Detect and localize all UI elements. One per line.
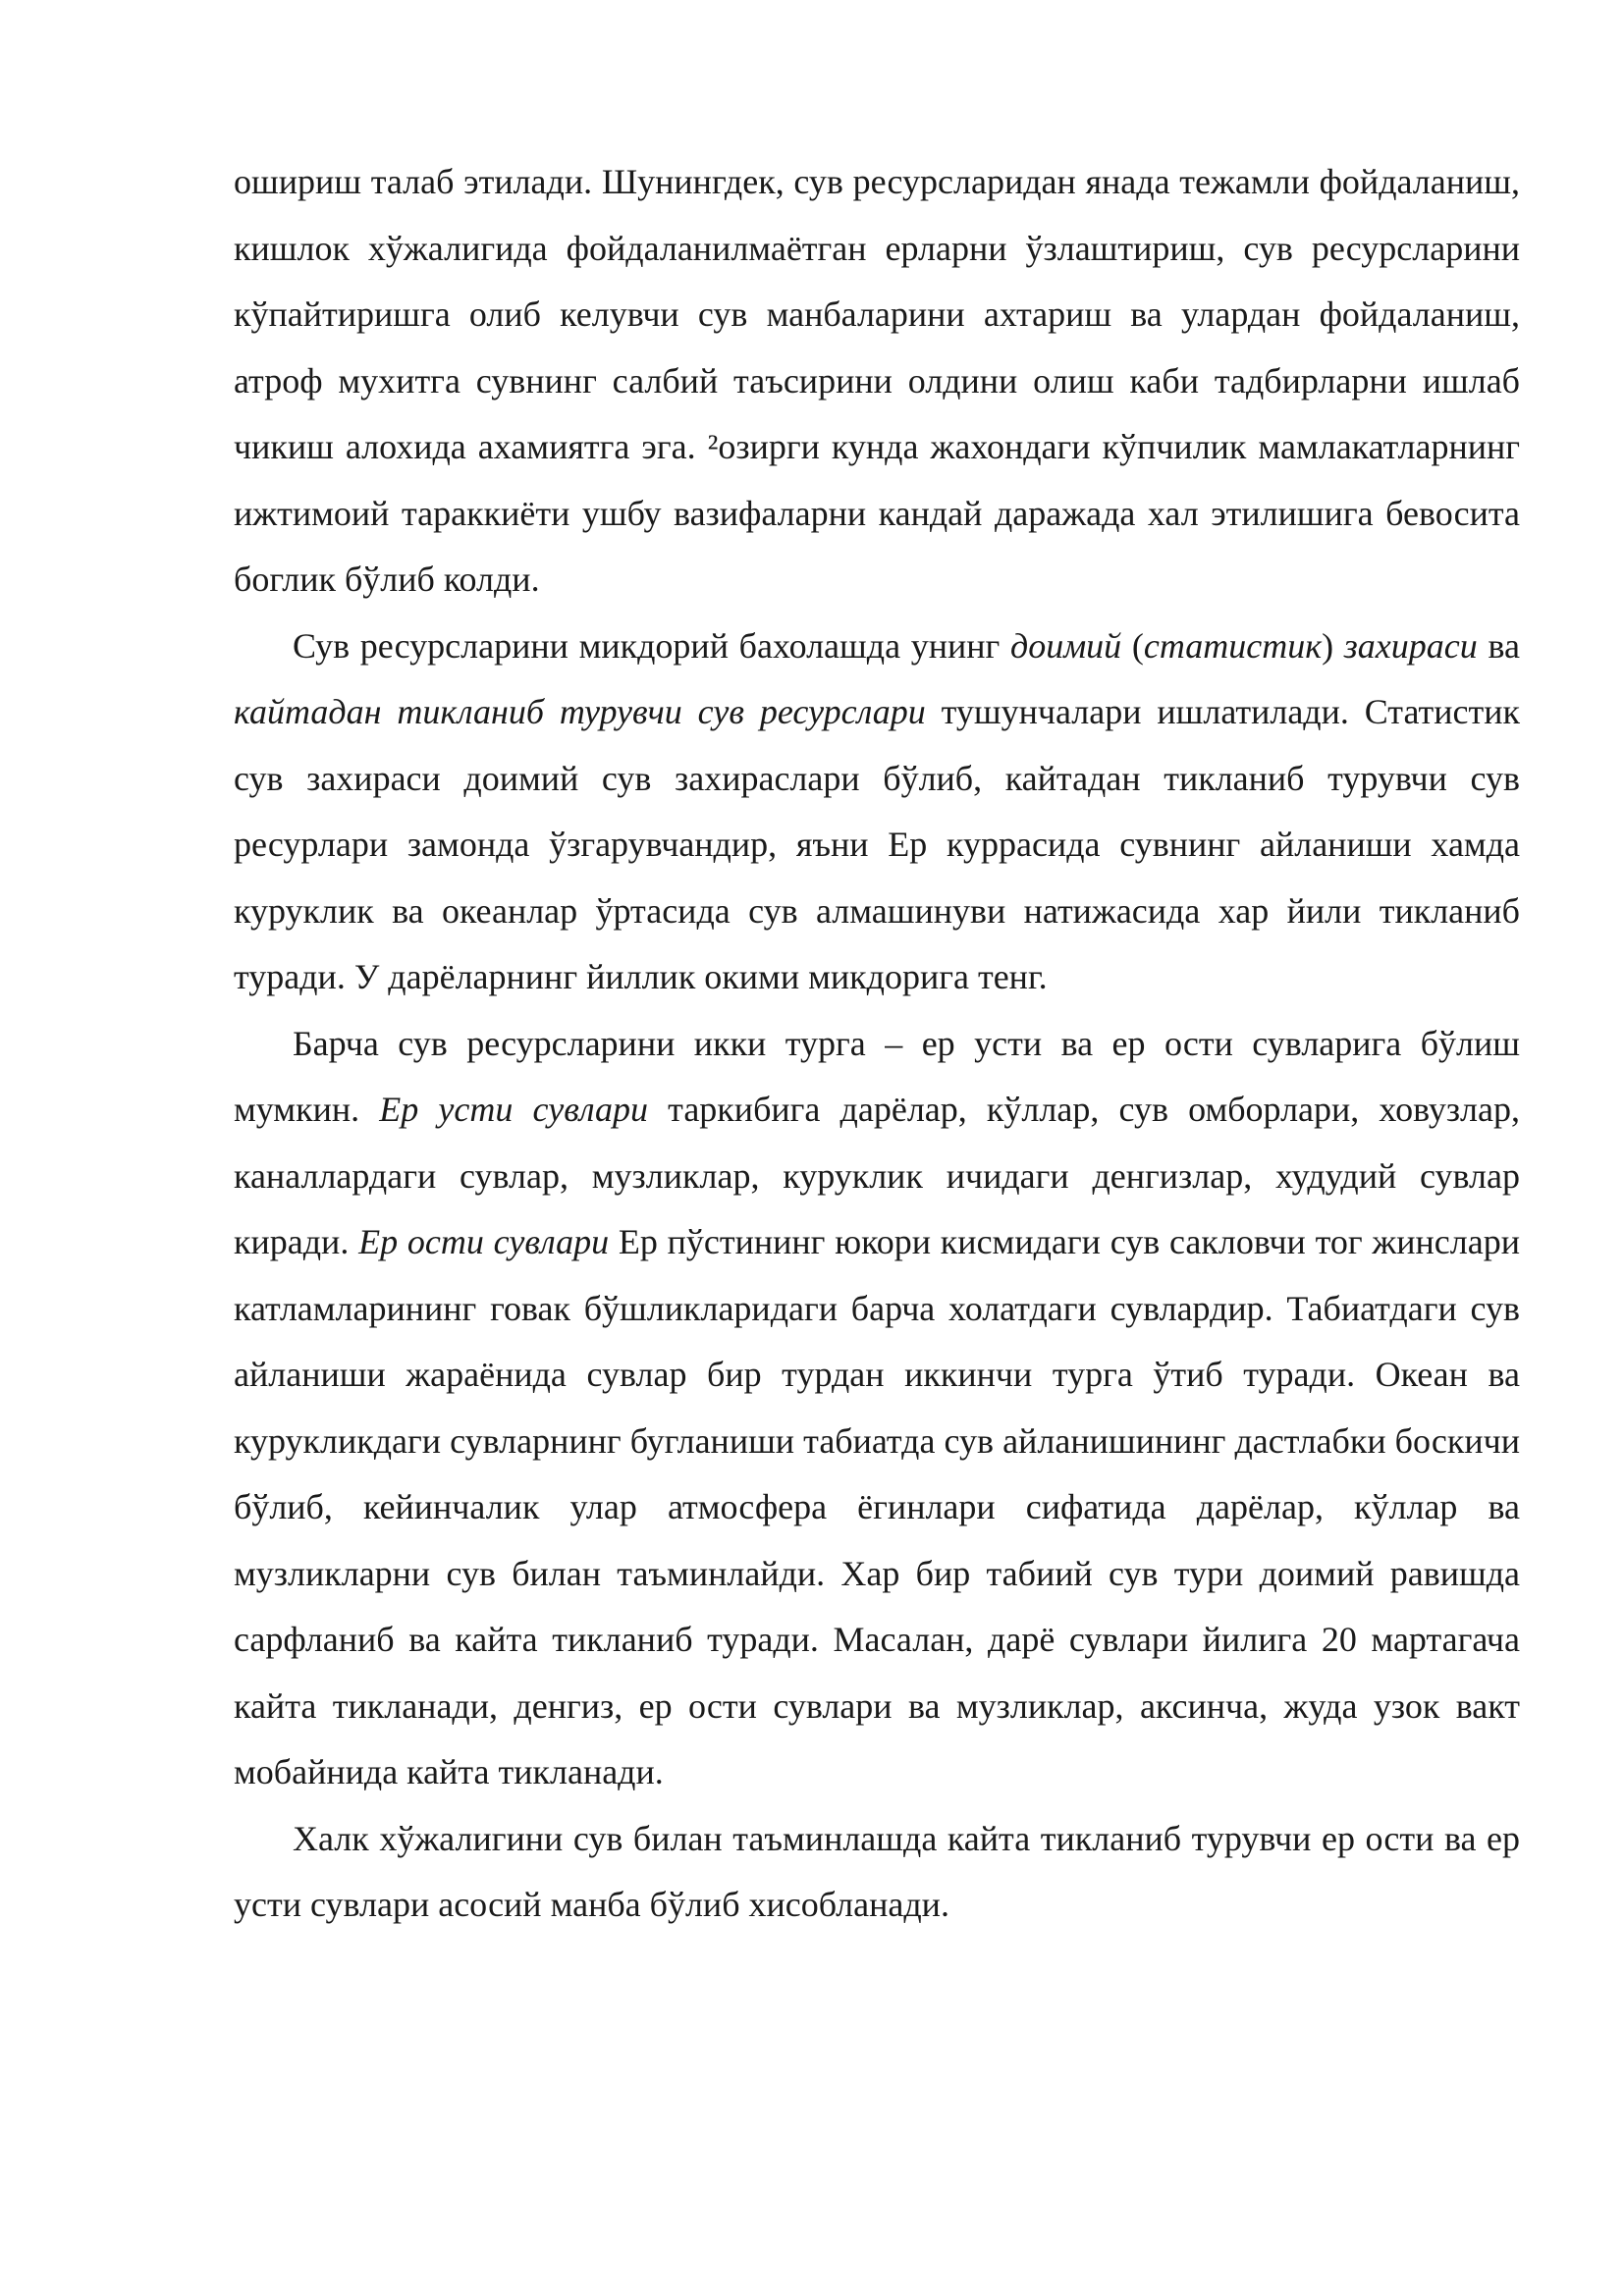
paragraph-3-term-surface-water: Ер усти сувлари: [379, 1090, 648, 1129]
paragraph-2-segment: ва: [1477, 625, 1520, 666]
paragraph-3-term-ground-water: Ер ости сувлари: [358, 1222, 610, 1261]
paragraph-2-term-statistik: статистик: [1143, 625, 1323, 666]
paragraph-2-term-renewable: кайтадан тикланиб турувчи сув ресурслари: [234, 692, 926, 731]
paragraph-1-text: ошириш талаб этилади. Шунингдек, сув ресурсларидан янада тежамли фойдаланиш, кишлок хўжалигида фойдаланилмаётган ерларни ўзлаштириш, сув ресурсларини кўпайтиришга олиб келувчи сув манбаларини ахтариш ва улардан фойдаланиш, атроф мухитга сувнинг салбий таъсирини олдини олиш каби тадбирларни ишлаб чикиш алохида ахамиятга эга. ²озирги кунда жахондаги кўпчилик мамлакатларнинг ижтимоий тараккиёти ушбу вазифаларни кандай даражада хал этилишига бевосита боглик бўлиб колди.: [234, 162, 1520, 599]
paragraph-1: [234, 149, 1520, 614]
paragraph-2-segment: (: [1121, 625, 1144, 666]
document-body: [234, 149, 1520, 1939]
paragraph-2: [234, 614, 1520, 1011]
paragraph-2-term-doimiy: доимий: [1009, 625, 1122, 666]
paragraph-3-segment: Барча сув ресурсларини икки турга – ер усти ва ер ости сувларига бўлиш мумкин.: [234, 1023, 1520, 1129]
paragraph-4-text: Халк хўжалигини сув билан таъминлашда кайта тикланиб турувчи ер ости ва ер усти сувлари асосий манба бўлиб хисобланади.: [234, 1818, 1520, 1924]
paragraph-2-segment: Сув ресурсларини микдорий бахолашда унинг: [293, 625, 1010, 666]
paragraph-4: [234, 1806, 1520, 1939]
paragraph-2-term-zakhirasi: захираси: [1343, 625, 1478, 666]
paragraph-3-segment: Ер пўстининг юкори кисмидаги сув сакловчи тог жинслари катламларининг говак бўшликларидаги барча холатдаги сувлардир. Табиатдаги сув айланиши жараёнида сувлар бир турдан иккинчи турга ўтиб туради. Океан ва курукликдаги сувларнинг бугланиши табиатда сув айланишининг дастлабки боскичи бўлиб, кейинчалик улар атмосфера ёгинлари сифатида дарёлар, кўллар ва музликларни сув билан таъминлайди. Хар бир табиий сув тури доимий равишда сарфланиб ва кайта тикланиб туради. Масалан, дарё сувлари йилига 20 мартагача кайта тикланади, денгиз, ер ости сувлари ва музликлар, аксинча, жуда узок вакт мобайнида кайта тикланади.: [234, 1222, 1520, 1791]
paragraph-2-segment: ): [1322, 625, 1344, 666]
paragraph-3-segment: таркибига дарёлар, кўллар, сув омборлари, ховузлар, каналлардаги сувлар, музликлар, куруклик ичидаги денгизлар, худудий сувлар киради.: [234, 1090, 1520, 1261]
paragraph-2-segment: тушунчалари ишлатилади. Статистик сув захираси доимий сув захираслари бўлиб, кайтадан тикланиб турувчи сув ресурлари замонда ўзгарувчандир, яъни Ер куррасида сувнинг айланиши хамда куруклик ва океанлар ўртасида сув алмашинуви натижасида хар йили тикланиб туради. У дарёларнинг йиллик окими микдорига тенг.: [234, 692, 1520, 996]
paragraph-3: [234, 1011, 1520, 1806]
